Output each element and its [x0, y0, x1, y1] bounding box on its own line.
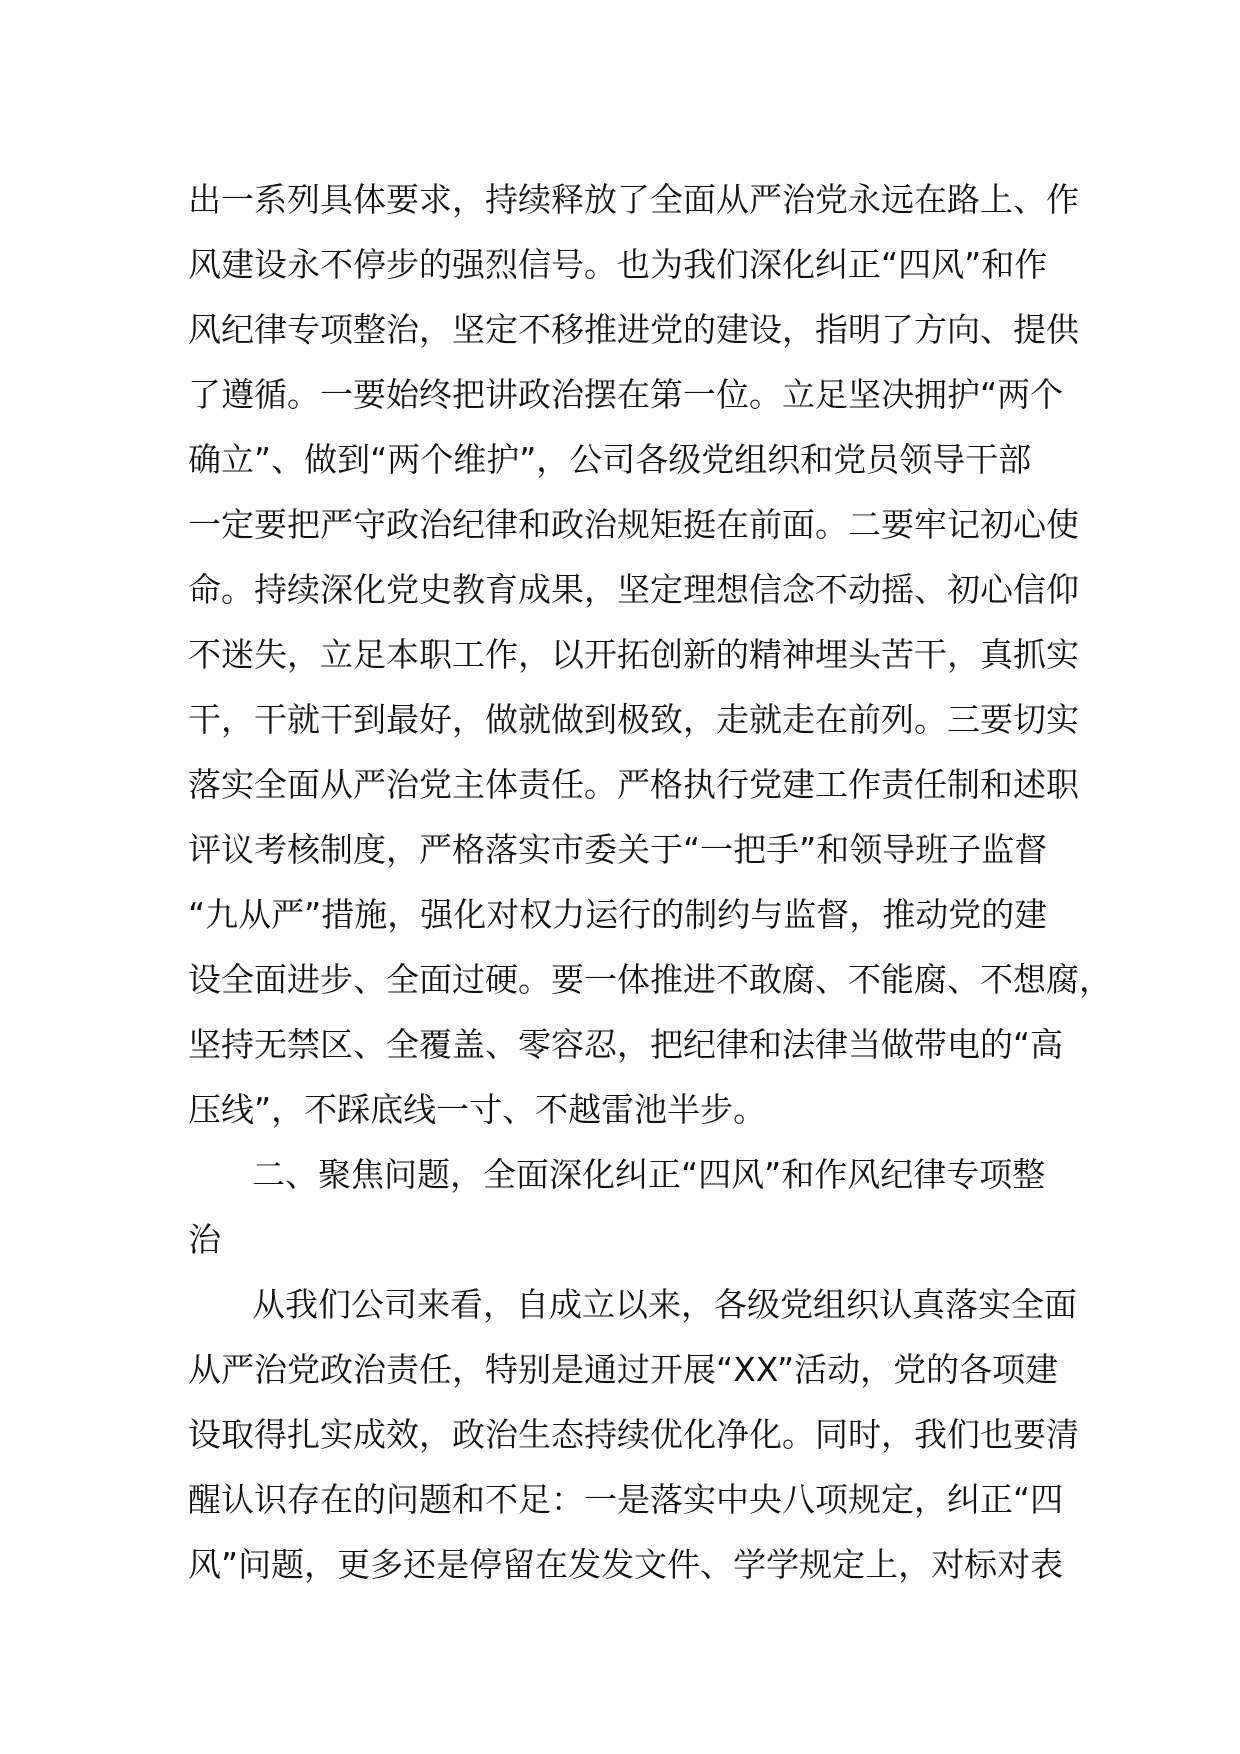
text-line: 命。持续深化党史教育成果，坚定理想信念不动摇、初心信仰: [188, 570, 1079, 609]
text-line: 确立”、做到“两个维护”，公司各级党组织和党员领导干部: [188, 440, 1032, 479]
text-line: 一定要把严守政治纪律和政治规矩挺在前面。二要牢记初心使: [188, 505, 1079, 544]
text-line: 出一系列具体要求，持续释放了全面从严治党永远在路上、作: [188, 180, 1079, 219]
text-line: 评议考核制度，严格落实市委关于“一把手”和领导班子监督: [188, 830, 1048, 869]
text-line: 压线”，不踩底线一寸、不越雷池半步。: [188, 1090, 767, 1129]
text-line: 设全面进步、全面过硬。要一体推进不敢腐、不能腐、不想腐，: [188, 960, 1112, 999]
text-line: 坚持无禁区、全覆盖、零容忍，把纪律和法律当做带电的“高: [188, 1025, 1064, 1064]
text-line: 了遵循。一要始终把讲政治摆在第一位。立足坚决拥护“两个: [188, 375, 1064, 414]
paragraph-start-line: 从我们公司来看，自成立以来，各级党组织认真落实全面: [252, 1285, 1077, 1324]
section-heading-line: 治: [188, 1220, 221, 1259]
text-line: 干，干就干到最好，做就做到极致，走就走在前列。三要切实: [188, 700, 1079, 739]
document-body: [188, 167, 1112, 1597]
text-line: 从严治党政治责任，特别是通过开展“XX”活动，党的各项建: [188, 1350, 1059, 1389]
section-heading-line: 二、聚焦问题，全面深化纠正“四风”和作风纪律专项整: [252, 1155, 1046, 1194]
text-line: 风纪律专项整治，坚定不移推进党的建设，指明了方向、提供: [188, 310, 1079, 349]
text-line: 不迷失，立足本职工作，以开拓创新的精神埋头苦干，真抓实: [188, 635, 1079, 674]
text-line: 落实全面从严治党主体责任。严格执行党建工作责任制和述职: [188, 765, 1079, 804]
text-line: 风建设永不停步的强烈信号。也为我们深化纠正“四风”和作: [188, 245, 1048, 284]
text-line: 设取得扎实成效，政治生态持续优化净化。同时，我们也要清: [188, 1415, 1079, 1454]
text-line: “九从严”措施，强化对权力运行的制约与监督，推动党的建: [188, 895, 1048, 934]
text-line: 风”问题，更多还是停留在发发文件、学学规定上，对标对表: [188, 1545, 1064, 1584]
text-line: 醒认识存在的问题和不足：一是落实中央八项规定，纠正“四: [188, 1480, 1064, 1519]
